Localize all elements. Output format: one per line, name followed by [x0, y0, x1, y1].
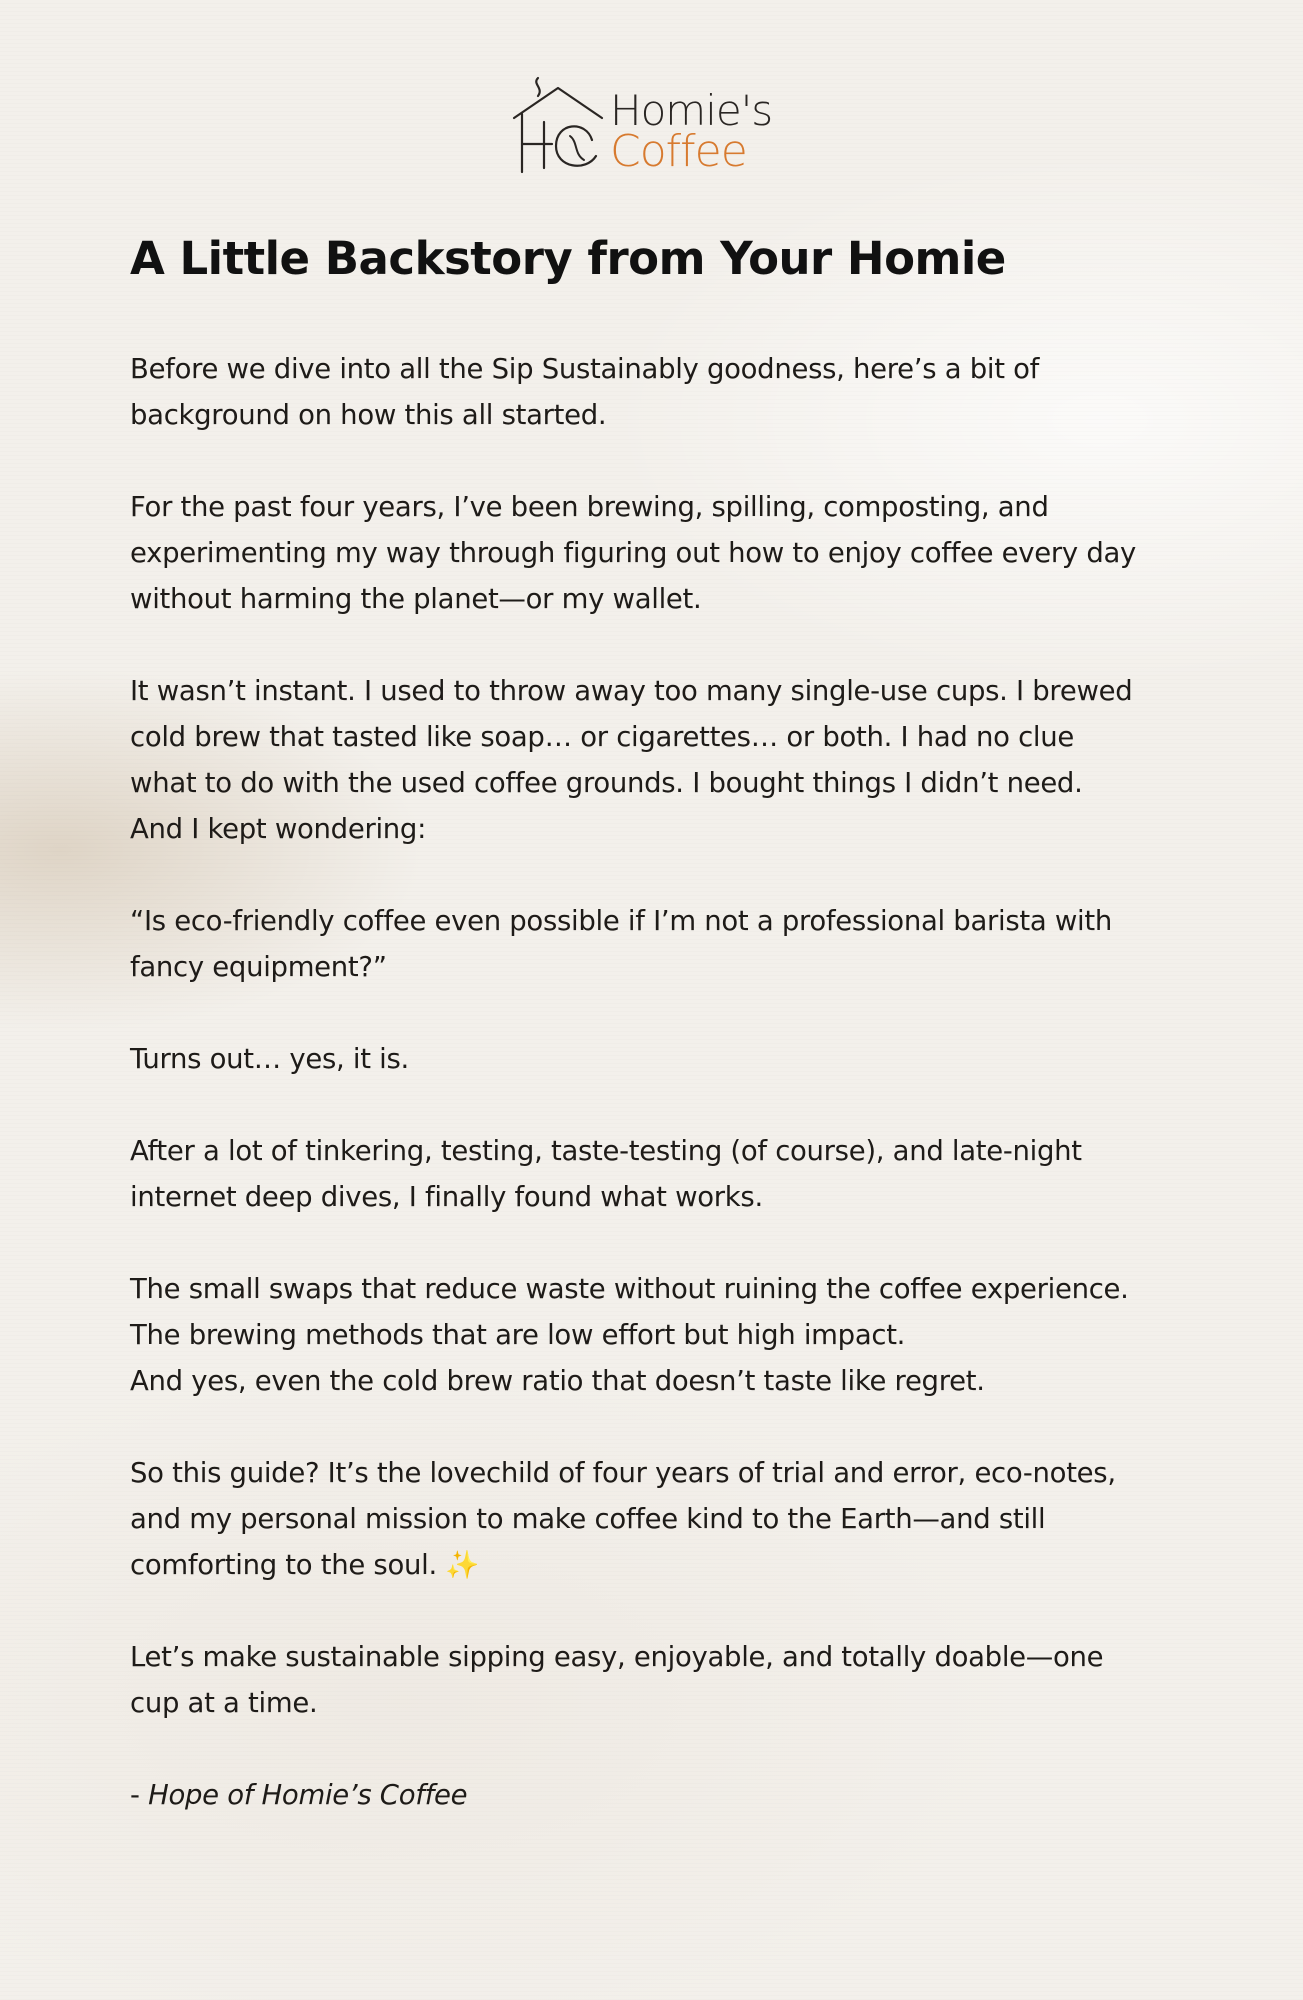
paragraph-line: comforting to the soul. ✨: [130, 1549, 480, 1581]
signature-dash: -: [130, 1779, 149, 1811]
paragraph-line: fancy equipment?”: [130, 951, 387, 983]
paragraph-line: cup at a time.: [130, 1687, 318, 1719]
paragraph-line: Before we dive into all the Sip Sustainably goodness, here’s a bit of: [130, 353, 1040, 385]
paragraph-line: and my personal mission to make coffee kind to the Earth—and still: [130, 1503, 1046, 1535]
paragraph-line: Turns out… yes, it is.: [130, 1043, 409, 1075]
paragraph: [130, 1266, 1190, 1404]
paragraph-line: For the past four years, I’ve been brewing, spilling, composting, and: [130, 491, 1049, 523]
signature-name: Hope of Homie’s Coffee: [148, 1779, 468, 1811]
paragraph-line: It wasn’t instant. I used to throw away too many single-use cups. I brewed: [130, 675, 1133, 707]
paragraph-line: what to do with the used coffee grounds. I bought things I didn’t need.: [130, 767, 1083, 799]
paragraph-line: And yes, even the cold brew ratio that doesn’t taste like regret.: [130, 1365, 985, 1397]
backstory-body: [130, 346, 1190, 1864]
paragraph: [130, 1128, 1190, 1220]
paragraph: [130, 346, 1190, 438]
paragraph-line: background on how this all started.: [130, 399, 607, 431]
brand-logo: [500, 70, 810, 180]
paragraph: [130, 1634, 1190, 1726]
logo-word-homies: Homie's: [610, 86, 773, 135]
paragraph-line: internet deep dives, I finally found what works.: [130, 1181, 763, 1213]
signature: [130, 1772, 1190, 1818]
paragraph-line: So this guide? It’s the lovechild of four years of trial and error, eco-notes,: [130, 1457, 1116, 1489]
paragraph-line: cold brew that tasted like soap… or cigarettes… or both. I had no clue: [130, 721, 1075, 753]
paragraph-line: The brewing methods that are low effort but high impact.: [130, 1319, 906, 1351]
paragraph-line: experimenting my way through figuring out how to enjoy coffee every day: [130, 537, 1137, 569]
sparkles-icon: ✨: [445, 1549, 480, 1581]
paragraph-line: Let’s make sustainable sipping easy, enjoyable, and totally doable—one: [130, 1641, 1104, 1673]
paragraph: [130, 1450, 1190, 1588]
paragraph: [130, 484, 1190, 622]
paragraph: [130, 668, 1190, 852]
paragraph-line: After a lot of tinkering, testing, taste-testing (of course), and late-night: [130, 1135, 1082, 1167]
logo-word-coffee: Coffee: [610, 126, 747, 177]
paragraph-line: without harming the planet—or my wallet.: [130, 583, 702, 615]
paragraph: [130, 1036, 1190, 1082]
paragraph: [130, 898, 1190, 990]
page-title: A Little Backstory from Your Homie: [130, 232, 1006, 285]
paragraph-line: And I kept wondering:: [130, 813, 427, 845]
paragraph-line: The small swaps that reduce waste without ruining the coffee experience.: [130, 1273, 1129, 1305]
paragraph-line: “Is eco-friendly coffee even possible if I’m not a professional barista with: [130, 905, 1112, 937]
house-cup-logo-icon: [500, 70, 620, 180]
